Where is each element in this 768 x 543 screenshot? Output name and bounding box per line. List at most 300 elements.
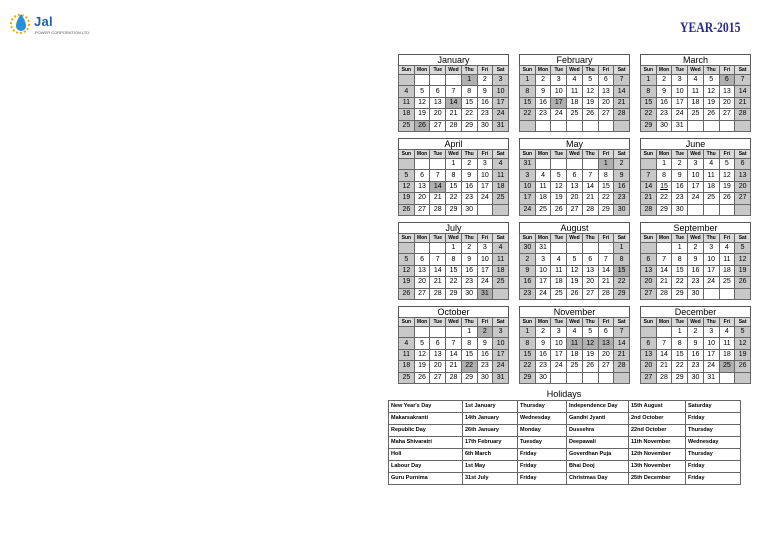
month-title: April [398,138,509,149]
day-cell: 24 [703,277,719,288]
month-title: March [640,54,751,65]
month-title: July [398,222,509,233]
holiday-date2: 13th November [629,461,686,473]
water-drop-sun-icon [8,8,34,38]
month-title: October [398,306,509,317]
day-cell: 31 [520,159,536,170]
holidays-title: Holidays [546,389,582,399]
day-cell: 14 [614,338,630,349]
day-cell: 23 [688,361,704,372]
day-cell: 28 [446,120,462,131]
day-cell: 11 [703,170,719,181]
weekday-header: Tue [551,150,567,159]
day-cell: 22 [672,361,688,372]
day-cell: 5 [399,254,415,265]
day-cell: 10 [535,265,551,276]
day-cell: 9 [656,86,672,97]
day-cell: 6 [567,170,583,181]
day-cell: 14 [430,265,446,276]
day-cell: 13 [414,265,430,276]
day-cell: 14 [582,181,598,192]
day-cell: 21 [614,97,630,108]
day-cell: 13 [430,349,446,360]
empty-cell [656,243,672,254]
day-cell: 29 [614,288,630,299]
day-cell: 19 [414,361,430,372]
weekday-header: Thu [461,318,477,327]
day-cell: 2 [461,159,477,170]
day-cell: 17 [551,349,567,360]
day-cell: 11 [567,86,583,97]
day-cell: 17 [703,349,719,360]
month-table [640,233,751,300]
day-cell: 27 [641,288,657,299]
day-cell: 1 [461,327,477,338]
day-cell: 2 [672,159,688,170]
day-cell: 22 [446,193,462,204]
day-cell: 29 [672,372,688,383]
weekday-header: Tue [672,234,688,243]
day-cell: 24 [551,361,567,372]
day-cell: 28 [641,204,657,215]
day-cell: 16 [461,265,477,276]
month-table [519,317,630,384]
day-cell: 19 [582,97,598,108]
day-cell: 3 [477,243,493,254]
day-cell: 7 [735,75,751,86]
day-cell: 20 [414,193,430,204]
holiday-name: Guru Purnima [389,473,463,485]
holiday-date2: 22nd October [629,425,686,437]
weekday-header: Sun [399,150,415,159]
empty-cell [703,204,719,215]
day-cell: 4 [399,86,415,97]
empty-cell [641,327,657,338]
day-cell: 8 [641,86,657,97]
day-cell: 21 [430,277,446,288]
day-cell: 9 [461,170,477,181]
day-cell: 25 [567,109,583,120]
holiday-row [389,473,741,485]
day-cell: 6 [414,170,430,181]
day-cell: 9 [614,170,630,181]
day-cell: 13 [414,181,430,192]
holiday-name2: Independence Day [567,401,629,413]
day-cell: 28 [598,288,614,299]
day-cell: 27 [641,372,657,383]
empty-cell [477,204,493,215]
day-cell: 27 [719,109,735,120]
empty-cell [430,75,446,86]
day-cell: 8 [446,170,462,181]
day-cell: 5 [703,75,719,86]
day-cell: 18 [703,181,719,192]
holiday-date: 6th March [463,449,518,461]
month-table [398,233,509,300]
day-cell: 5 [414,338,430,349]
weekday-header: Sat [735,318,751,327]
year-title: YEAR-2015 [680,20,741,36]
weekday-header: Tue [672,150,688,159]
day-cell: 22 [614,277,630,288]
month-title: September [640,222,751,233]
holiday-day2: Friday [686,473,741,485]
weekday-header: Sun [520,318,536,327]
holiday-name2: Deepawali [567,437,629,449]
weekday-header: Mon [656,66,672,75]
day-cell: 12 [582,338,598,349]
day-cell: 24 [520,204,536,215]
day-cell: 8 [672,254,688,265]
day-cell: 26 [582,109,598,120]
day-cell: 6 [598,327,614,338]
day-cell: 16 [656,97,672,108]
weekday-header: Mon [414,150,430,159]
day-cell: 20 [641,277,657,288]
holiday-date2: 15th August [629,401,686,413]
weekday-header: Fri [477,150,493,159]
month-title: June [640,138,751,149]
month-title: August [519,222,630,233]
day-cell: 26 [567,288,583,299]
empty-cell [430,159,446,170]
day-cell: 7 [656,254,672,265]
day-cell: 1 [520,327,536,338]
empty-cell [399,327,415,338]
empty-cell [551,372,567,383]
month-november [519,306,630,384]
empty-cell [582,120,598,131]
empty-cell [614,372,630,383]
day-cell: 10 [477,254,493,265]
weekday-header: Thu [703,150,719,159]
day-cell: 29 [461,120,477,131]
day-cell: 4 [493,159,509,170]
day-cell: 20 [719,97,735,108]
day-cell: 25 [493,277,509,288]
day-cell: 20 [567,193,583,204]
weekday-header: Mon [414,318,430,327]
day-cell: 30 [656,120,672,131]
day-cell: 16 [614,181,630,192]
day-cell: 16 [672,181,688,192]
weekday-header: Wed [688,150,704,159]
day-cell: 23 [535,361,551,372]
day-cell: 6 [641,254,657,265]
day-cell: 4 [719,243,735,254]
day-cell: 14 [598,265,614,276]
day-cell: 28 [735,109,751,120]
holiday-day2: Friday [686,461,741,473]
month-january [398,54,509,132]
month-march [640,54,751,132]
holiday-row [389,401,741,413]
day-cell: 28 [582,204,598,215]
logo-brand-text: Jal [34,14,53,29]
empty-cell [582,243,598,254]
month-august [519,222,630,300]
weekday-header: Sat [614,66,630,75]
day-cell: 14 [430,181,446,192]
day-cell: 9 [535,86,551,97]
weekday-header: Mon [535,150,551,159]
day-cell: 15 [446,265,462,276]
day-cell: 30 [672,204,688,215]
day-cell: 13 [719,86,735,97]
day-cell: 29 [446,204,462,215]
day-cell: 20 [414,277,430,288]
holiday-day2: Thursday [686,425,741,437]
empty-cell [430,243,446,254]
holiday-name: Labour Day [389,461,463,473]
empty-cell [641,159,657,170]
day-cell: 14 [735,86,751,97]
weekday-header: Sun [520,234,536,243]
month-september [640,222,751,300]
holiday-day2: Wednesday [686,437,741,449]
day-cell: 29 [446,288,462,299]
empty-cell [399,75,415,86]
day-cell: 18 [493,265,509,276]
day-cell: 23 [535,109,551,120]
day-cell: 21 [735,97,751,108]
day-cell: 20 [598,349,614,360]
day-cell: 14 [656,349,672,360]
empty-cell [535,159,551,170]
day-cell: 23 [520,288,536,299]
holiday-name: Makarsakranti [389,413,463,425]
day-cell: 12 [703,86,719,97]
day-cell: 23 [477,109,493,120]
holiday-name2: Christmas Day [567,473,629,485]
weekday-header: Fri [719,150,735,159]
day-cell: 8 [520,86,536,97]
day-cell: 11 [719,338,735,349]
day-cell: 11 [399,97,415,108]
day-cell: 5 [582,75,598,86]
day-cell: 12 [719,170,735,181]
holiday-day2: Friday [686,413,741,425]
day-cell: 15 [672,265,688,276]
weekday-header: Thu [461,234,477,243]
day-cell: 9 [477,86,493,97]
day-cell: 5 [719,159,735,170]
day-cell: 14 [446,97,462,108]
day-cell: 19 [735,265,751,276]
weekday-header: Thu [582,150,598,159]
day-cell: 23 [461,193,477,204]
day-cell: 17 [535,277,551,288]
day-cell: 16 [535,97,551,108]
day-cell: 10 [520,181,536,192]
month-table [640,149,751,216]
weekday-header: Mon [656,150,672,159]
day-cell: 18 [535,193,551,204]
day-cell: 31 [493,120,509,131]
empty-cell [493,288,509,299]
empty-cell [567,120,583,131]
day-cell: 25 [535,204,551,215]
year-calendar-grid [398,54,747,388]
weekday-header: Wed [567,318,583,327]
day-cell: 10 [493,338,509,349]
day-cell: 25 [551,288,567,299]
day-cell: 11 [493,170,509,181]
day-cell: 27 [598,361,614,372]
empty-cell [719,288,735,299]
day-cell: 4 [567,327,583,338]
day-cell: 24 [477,193,493,204]
month-october [398,306,509,384]
day-cell: 3 [703,327,719,338]
weekday-header: Tue [551,318,567,327]
holiday-row [389,449,741,461]
day-cell: 12 [735,338,751,349]
holiday-date: 31st July [463,473,518,485]
weekday-header: Wed [688,234,704,243]
day-cell: 14 [656,265,672,276]
day-cell: 10 [703,254,719,265]
day-cell: 7 [446,86,462,97]
day-cell: 27 [430,120,446,131]
day-cell: 11 [493,254,509,265]
empty-cell [735,204,751,215]
weekday-header: Sun [641,150,657,159]
day-cell: 3 [703,243,719,254]
day-cell: 7 [430,254,446,265]
weekday-header: Thu [703,234,719,243]
day-cell: 18 [567,349,583,360]
day-cell: 3 [672,75,688,86]
weekday-header: Sun [399,234,415,243]
day-cell: 10 [477,170,493,181]
weekday-header: Mon [656,318,672,327]
day-cell: 13 [567,181,583,192]
day-cell: 2 [614,159,630,170]
weekday-header: Sat [614,150,630,159]
day-cell: 3 [520,170,536,181]
weekday-header: Tue [551,66,567,75]
day-cell: 4 [719,327,735,338]
empty-cell [735,120,751,131]
day-cell: 30 [614,204,630,215]
day-cell: 29 [641,120,657,131]
day-cell: 2 [477,327,493,338]
day-cell: 9 [688,338,704,349]
day-cell: 7 [614,327,630,338]
day-cell: 17 [703,265,719,276]
day-cell: 5 [399,170,415,181]
day-cell: 23 [656,109,672,120]
holiday-name2: Goverdhan Puja [567,449,629,461]
day-cell: 27 [582,288,598,299]
empty-cell [598,372,614,383]
day-cell: 20 [430,361,446,372]
holiday-day: Friday [518,449,567,461]
day-cell: 19 [582,349,598,360]
day-cell: 3 [535,254,551,265]
day-cell: 16 [477,97,493,108]
holiday-day: Wednesday [518,413,567,425]
day-cell: 8 [446,254,462,265]
holiday-date: 1st January [463,401,518,413]
day-cell: 2 [656,75,672,86]
day-cell: 28 [614,109,630,120]
day-cell: 6 [735,159,751,170]
day-cell: 6 [414,254,430,265]
day-cell: 5 [735,243,751,254]
empty-cell [493,204,509,215]
day-cell: 25 [399,372,415,383]
weekday-header: Thu [582,66,598,75]
month-title: November [519,306,630,317]
weekday-header: Sun [520,150,536,159]
holiday-day2: Thursday [686,449,741,461]
month-july [398,222,509,300]
day-cell: 25 [567,361,583,372]
day-cell: 18 [399,361,415,372]
empty-cell [414,243,430,254]
day-cell: 21 [656,277,672,288]
empty-cell [567,159,583,170]
day-cell: 17 [520,193,536,204]
weekday-header: Thu [582,234,598,243]
day-cell: 16 [688,265,704,276]
day-cell: 29 [461,372,477,383]
holiday-date2: 25th December [629,473,686,485]
day-cell: 6 [430,86,446,97]
empty-cell [446,327,462,338]
empty-cell [598,243,614,254]
day-cell: 2 [535,327,551,338]
day-cell: 7 [430,170,446,181]
day-cell: 1 [461,75,477,86]
weekday-header: Thu [703,66,719,75]
day-cell: 13 [641,349,657,360]
day-cell: 27 [414,204,430,215]
weekday-header: Fri [598,318,614,327]
day-cell: 18 [567,97,583,108]
holiday-date: 14th January [463,413,518,425]
day-cell: 8 [461,338,477,349]
day-cell: 22 [672,277,688,288]
day-cell: 15 [520,349,536,360]
day-cell: 25 [703,193,719,204]
day-cell: 12 [582,86,598,97]
weekday-header: Mon [535,234,551,243]
day-cell: 14 [446,349,462,360]
day-cell: 16 [461,181,477,192]
day-cell: 2 [461,243,477,254]
weekday-header: Sat [493,234,509,243]
day-cell: 3 [551,327,567,338]
weekday-header: Fri [598,150,614,159]
day-cell: 13 [735,170,751,181]
holiday-date2: 2nd October [629,413,686,425]
day-cell: 17 [688,181,704,192]
day-cell: 7 [582,170,598,181]
holiday-date: 17th February [463,437,518,449]
month-title: December [640,306,751,317]
day-cell: 1 [446,159,462,170]
day-cell: 30 [477,372,493,383]
day-cell: 18 [719,265,735,276]
day-cell: 27 [735,193,751,204]
weekday-header: Fri [477,234,493,243]
month-table [398,65,509,132]
holiday-name: Holi [389,449,463,461]
day-cell: 10 [672,86,688,97]
